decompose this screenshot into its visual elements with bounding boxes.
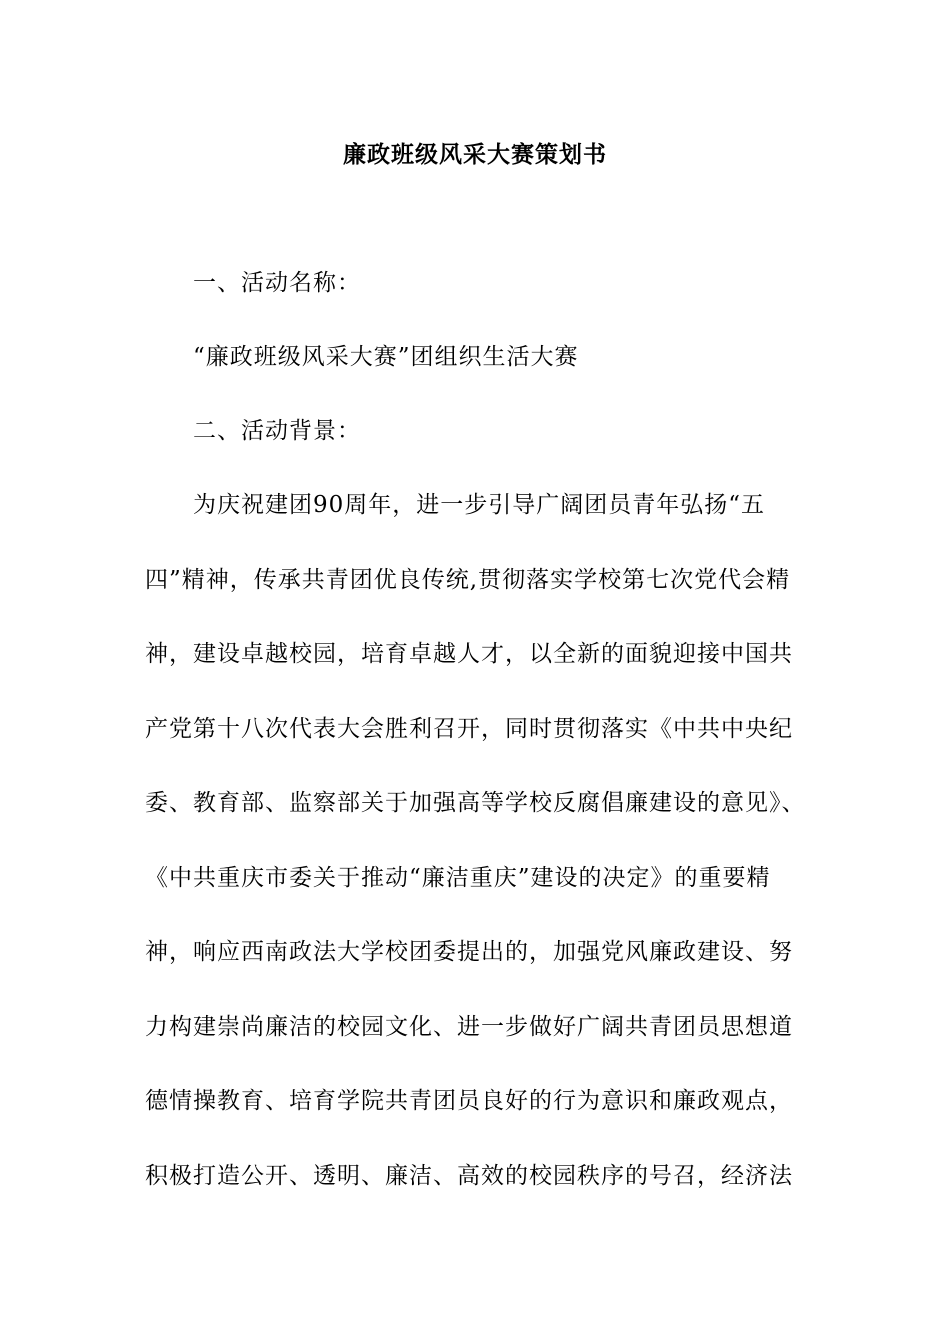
paragraph-line: 神，建设卓越校园，培育卓越人才，以全新的面貌迎接中国共 — [145, 641, 793, 667]
paragraph-line: 力构建崇尚廉洁的校园文化、进一步做好广阔共青团员思想道 — [145, 1014, 793, 1040]
paragraph-line: 《中共重庆市委关于推动“廉洁重庆”建设的决定》的重要精 — [145, 865, 771, 891]
paragraph-line: 德情操教育、培育学院共青团员良好的行为意识和廉政观点， — [145, 1088, 793, 1114]
section2-heading: 二、活动背景： — [193, 418, 361, 444]
paragraph-line: 神，响应西南政法大学校团委提出的，加强党风廉政建设、努 — [145, 939, 793, 965]
paragraph-line: 为庆祝建团90周年，进一步引导广阔团员青年弘扬“五 — [193, 492, 766, 518]
paragraph-line: 产党第十八次代表大会胜利召开，同时贯彻落实《中共中央纪 — [145, 716, 793, 742]
paragraph-line: 四”精神，传承共青团优良传统,贯彻落实学校第七次党代会精 — [145, 567, 791, 593]
paragraph-line: 委、教育部、监察部关于加强高等学校反腐倡廉建设的意见》、 — [145, 790, 806, 816]
paragraph-line: 积极打造公开、透明、廉洁、高效的校园秩序的号召，经济法 — [145, 1163, 793, 1189]
section1-heading: 一、活动名称： — [193, 270, 361, 296]
document-title: 廉政班级风采大赛策划书 — [343, 141, 607, 168]
section1-content: “廉政班级风采大赛”团组织生活大赛 — [193, 344, 579, 370]
